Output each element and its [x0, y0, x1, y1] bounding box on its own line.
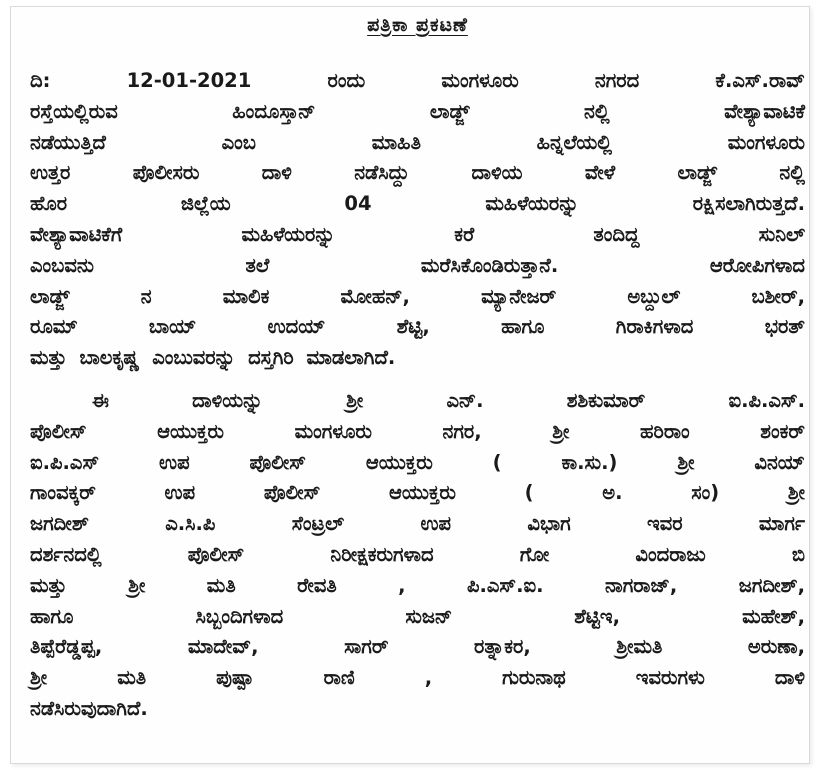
document-title: ಪತ್ರಿಕಾ ಪ್ರಕಟಣೆ: [367, 14, 468, 36]
paragraph-2-line-11: ನಡೆಸಿರುವುದಾಗಿದೆ.: [30, 696, 148, 720]
paragraph-2-line-2: ಪೊಲೀಸ್ ಆಯುಕ್ತರು ಮಂಗಳೂರು ನಗರ, ಶ್ರೀ ಹರಿರಾಂ ಶಂಕರ್: [30, 419, 805, 443]
paragraph-1-line-7: ಎಂಬವನು ತಲೆ ಮರೆಸಿಕೊಂಡಿರುತ್ತಾನೆ. ಆರೋಪಿಗಳಾದ: [30, 253, 805, 277]
paragraph-2-line-9: ತಿಪ್ಪೆರೆಡ್ಡಪ್ಪ, ಮಾದೇವ್, ಸಾಗರ್ ರತ್ನಾಕರ, ಶ್ರೀಮತಿ ಅರುಣಾ,: [30, 635, 805, 659]
paragraph-2-line-7: ಮತ್ತು ಶ್ರೀ ಮತಿ ರೇವತಿ , ಪಿ.ಎಸ್.ಐ. ನಾಗರಾಜ್, ಜಗದೀಶ್,: [30, 573, 805, 597]
paragraph-2-line-1: ಈ ದಾಳಿಯನ್ನು ಶ್ರೀ ಎನ್. ಶಶಿಕುಮಾರ್ ಐ.ಪಿ.ಎಸ್.: [92, 388, 805, 412]
paragraph-1-line-10: ಮತ್ತು ಬಾಲಕೃಷ್ಣ ಎಂಬುವರನ್ನು ದಸ್ತಗಿರಿ ಮಾಡಲಾಗಿದೆ.: [30, 346, 396, 370]
paragraph-1-line-4: ಉತ್ತರ ಪೊಲೀಸರು ದಾಳಿ ನಡೆಸಿದ್ದು ದಾಳಿಯ ವೇಳೆ ಲಾಡ್ಜ್ ನಲ್ಲಿ: [30, 161, 805, 185]
paragraph-1-line-3: ನಡೆಯುತ್ತಿದೆ ಎಂಬ ಮಾಹಿತಿ ಹಿನ್ನಲೆಯಲ್ಲಿ ಮಂಗಳೂರು: [30, 130, 805, 154]
paragraph-2-line-3: ಐ.ಪಿ.ಎಸ್ ಉಪ ಪೊಲೀಸ್ ಆಯುಕ್ತರು ( ಕಾ.ಸು.) ಶ್ರೀ ವಿನಯ್: [30, 450, 805, 474]
paragraph-2-line-8: ಹಾಗೂ ಸಿಬ್ಬಂದಿಗಳಾದ ಸುಜನ್ ಶೆಟ್ಟಿಇ, ಮಹೇಶ್,: [30, 604, 805, 628]
press-release-document: [30, 12, 805, 725]
paragraph-1: [30, 66, 805, 374]
paragraph-2-line-5: ಜಗದೀಶ್ ಎ.ಸಿ.ಪಿ ಸೆಂಟ್ರಲ್ ಉಪ ವಿಭಾಗ ಇವರ ಮಾರ್ಗ: [30, 512, 805, 536]
paragraph-2-line-4: ಗಾಂವಕ್ಕರ್ ಉಪ ಪೊಲೀಸ್ ಆಯುಕ್ತರು ( ಅ. ಸಂ) ಶ್ರೀ: [30, 481, 805, 505]
paragraph-1-line-9: ರೂಮ್ ಬಾಯ್ ಉದಯ್ ಶೆಟ್ಟಿ, ಹಾಗೂ ಗಿರಾಕಿಗಳಾದ ಭರತ್: [30, 315, 805, 339]
paragraph-1-line-5: ಹೊರ ಜಿಲ್ಲೆಯ 04 ಮಹಿಳೆಯರನ್ನು ರಕ್ಷಿಸಲಾಗಿರುತ್ತದೆ.: [30, 192, 805, 216]
paragraph-1-line-8: ಲಾಡ್ಜ್ ನ ಮಾಲಿಕ ಮೋಹನ್, ಮ್ಯಾನೇಜರ್ ಅಬ್ದುಲ್ ಬಶೀರ್,: [30, 284, 805, 308]
paragraph-2-line-6: ದರ್ಶನದಲ್ಲಿ ಪೊಲೀಸ್ ನಿರೀಕ್ಷಕರುಗಳಾದ ಗೋ ವಿಂದರಾಜು ಬಿ: [30, 542, 805, 566]
paragraph-2: [30, 386, 805, 725]
paragraph-2-line-10: ಶ್ರೀ ಮತಿ ಪುಷ್ಪಾ ರಾಣಿ , ಗುರುನಾಥ ಇವರುಗಳು ದಾಳಿ: [30, 666, 805, 690]
paragraph-1-line-2: ರಸ್ತೆಯಲ್ಲಿರುವ ಹಿಂದೂಸ್ತಾನ್ ಲಾಡ್ಜ್ ನಲ್ಲಿ ವೇಶ್ಯಾವಾಟಿಕೆ: [30, 99, 805, 123]
paragraph-1-line-6: ವೇಶ್ಯಾವಾಟಿಕೆಗೆ ಮಹಿಳೆಯರನ್ನು ಕರೆ ತಂದಿದ್ದ ಸುನಿಲ್: [30, 222, 805, 246]
paragraph-1-line-1: ದಿ: 12-01-2021 ರಂದು ಮಂಗಳೂರು ನಗರದ ಕೆ.ಎಸ್.ರಾವ್: [30, 69, 805, 92]
